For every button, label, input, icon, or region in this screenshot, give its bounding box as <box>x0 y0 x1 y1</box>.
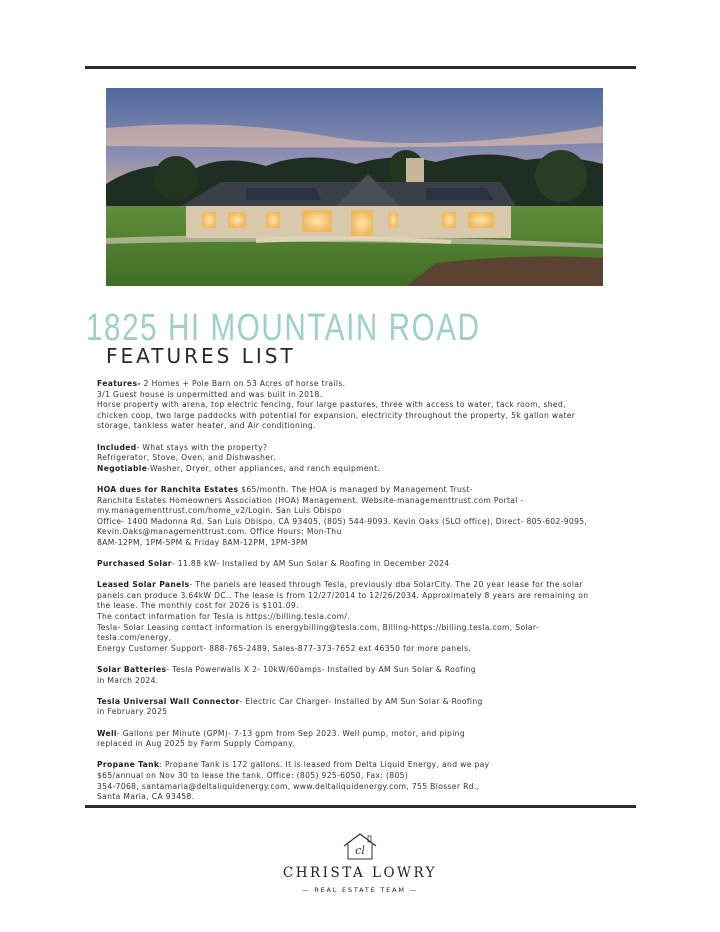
monogram-letters: cl <box>355 844 365 857</box>
hoa-line: Office- 1400 Madonna Rd. San Luis Obispo, CA 93405, (805) 544-9093. Kevin Oaks (SLO office), Direct- 805-602-9095, <box>97 516 588 526</box>
features-line: Horse property with arena, top electric fencing, four large pastures, three with access to water, tack room, shed, <box>97 400 566 410</box>
well-section <box>97 729 597 750</box>
propane-label: Propane Tank <box>97 760 160 770</box>
negotiable-text: -Washer, Dryer, other appliances, and ranch equipment. <box>147 463 381 473</box>
brand-logo <box>280 830 440 894</box>
leased-solar-line: Tesla- Solar Leasing contact information is energybilling@tesla.com, Billing-https://billing.tesla.com, Solar- <box>97 622 540 632</box>
leased-solar-line: - The panels are leased through Tesla, previously dba SolarCity. The 20 year lease for the solar <box>189 580 583 590</box>
leased-solar-line: Energy Customer Support- 888-765-2489, Sales-877-373-7652 ext 46350 for more panels. <box>97 643 472 653</box>
features-line: 2 Homes + Pole Barn on 53 Acres of horse trails. <box>140 379 346 388</box>
well-label: Well <box>97 728 117 738</box>
hoa-line: 8AM-12PM, 1PM-5PM & Friday 8AM-12PM, 1PM-3PM <box>97 537 308 547</box>
features-label: Features- <box>97 379 141 388</box>
wall-connector-label: Tesla Universal Wall Connector <box>97 696 240 706</box>
team-tagline: — REAL ESTATE TEAM — <box>302 886 418 894</box>
features-line: chicken coop, two large paddocks with potential for expansion, electricity throughout the property, 5k gallon water <box>97 410 576 420</box>
top-divider <box>85 66 636 69</box>
house-monogram-icon <box>340 830 380 862</box>
features-line: 3/1 Guest house is unpermitted and was built in 2018. <box>97 389 323 399</box>
property-photo <box>106 88 603 286</box>
propane-section <box>97 760 597 802</box>
propane-line: 354-7068, santamaria@deltaliquidenergy.com, www.deltaliquidenergy.com, 755 Blosser Rd., <box>97 781 480 791</box>
purchased-solar-section <box>97 559 597 570</box>
propane-line: : Propane Tank is 172 gallons. It is leased from Delta Liquid Energy, and we pay <box>159 760 490 770</box>
included-text: - What stays with the property? <box>136 442 268 452</box>
hoa-label: HOA dues for Ranchita Estates <box>97 484 239 494</box>
solar-batteries-label: Solar Batteries <box>97 665 167 675</box>
solar-batteries-section <box>97 665 597 686</box>
leased-solar-line: The contact information for Tesla is https://billing.tesla.com/. <box>97 612 350 622</box>
wall-connector-line: - Electric Car Charger- Installed by AM Sun Solar & Roofing <box>239 696 483 706</box>
propane-line: Santa Maria, CA 93458. <box>97 792 195 802</box>
hoa-line: $65/month. The HOA is managed by Management Trust- <box>238 484 473 494</box>
wall-connector-line: in February 2025 <box>97 707 168 717</box>
hoa-line: Ranchita Estates Homeowners Association (HOA) Management. Website-managementtrust.com Portal - <box>97 495 524 505</box>
features-list-heading: FEATURES LIST <box>106 344 296 368</box>
included-label: Included <box>97 442 137 452</box>
well-line: - Gallons per Minute (GPM)- 7-13 gpm from Sep 2023. Well pump, motor, and piping <box>116 728 466 738</box>
negotiable-label: Negotiable <box>97 463 148 473</box>
features-line: storage, tankless water heater, and Air conditioning. <box>97 421 316 431</box>
features-content <box>97 379 597 813</box>
leased-solar-line: panels can produce 3.64kW DC.. The lease is from 12/27/2014 to 12/26/2034. Approximately 8 years are remaining on <box>97 590 589 600</box>
hoa-line: Kevin.Oaks@managementtrust.com. Office Hours: Mon-Thu <box>97 527 342 537</box>
leased-solar-label: Leased Solar Panels <box>97 580 190 590</box>
property-address-title: 1825 HI MOUNTAIN ROAD <box>86 307 481 349</box>
hoa-section <box>97 485 597 549</box>
purchased-solar-text: - 11.88 kW- Installed by AM Sun Solar & Roofing in December 2024 <box>171 559 450 569</box>
bottom-divider <box>85 805 636 808</box>
hoa-line: my.managementtrust.com/home_v2/Login. San Luis Obispo <box>97 506 342 516</box>
purchased-solar-label: Purchased Solar <box>97 559 172 569</box>
propane-line: $65/annual on Nov 30 to lease the tank. Office: (805) 925-6050, Fax: (805) <box>97 770 409 780</box>
leased-solar-line: tesla.com/energy, <box>97 633 172 643</box>
solar-batteries-line: in March 2024. <box>97 675 159 685</box>
well-line: replaced in Aug 2025 by Farm Supply Company. <box>97 739 295 749</box>
leased-solar-section <box>97 580 597 654</box>
included-items: Refrigerator, Stove, Oven, and Dishwasher. <box>97 453 276 463</box>
wall-connector-section <box>97 697 597 718</box>
features-section <box>97 379 597 432</box>
brand-name: CHRISTA LOWRY <box>282 865 438 881</box>
leased-solar-line: the lease. The monthly cost for 2026 is $101.09. <box>97 601 299 611</box>
solar-batteries-line: - Tesla Powerwalls X 2- 10kW/60amps- Installed by AM Sun Solar & Roofing <box>166 665 476 675</box>
house-illustration <box>106 88 603 286</box>
included-section <box>97 443 597 475</box>
